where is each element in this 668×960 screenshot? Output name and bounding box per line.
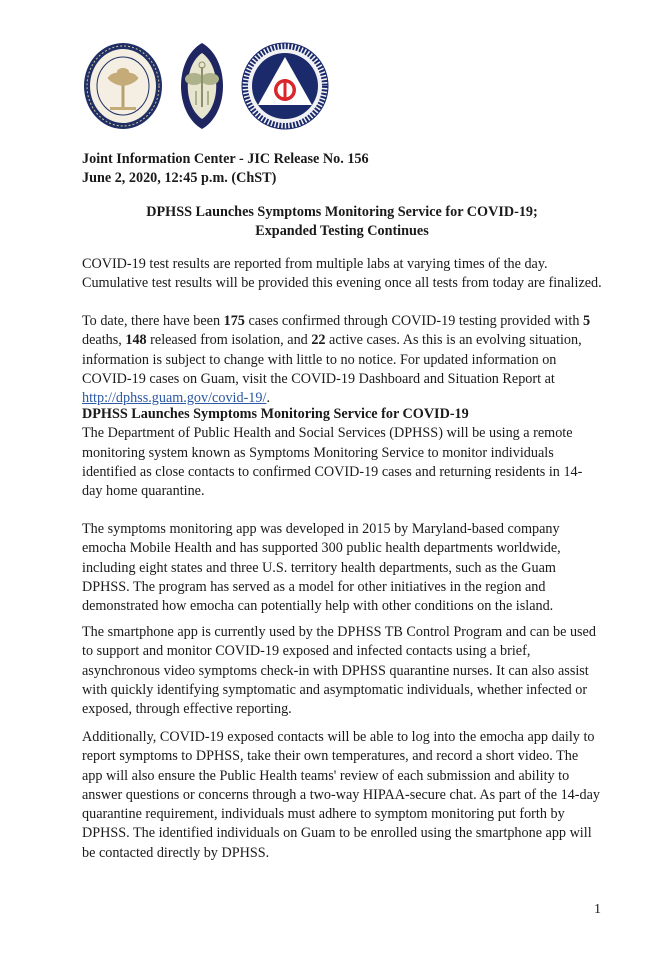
case-text: To date, there have been [82, 313, 224, 329]
case-text: deaths, [82, 332, 126, 349]
active-count: 22 [311, 332, 326, 349]
title-line-2: Expanded Testing Continues [255, 223, 429, 240]
section-paragraph-1: The Department of Public Health and Social Services (DPHSS) will be using a remote monitoring system known as Symptoms Monitoring Service to monitor individuals identified as close contacts to confirmed COVID-19 cases and returning residents in 14-day home quarantine. [82, 425, 583, 500]
deaths-count: 5 [582, 313, 591, 329]
section-paragraph-4: Additionally, COVID-19 exposed contacts will be able to log into the emocha app daily to report symptoms to DPHSS, take their own temperatures, and record a short video. The app will also ensure the Public Health teams' review of each submission and ability to answer questions or concerns through a two-way HIPAA-secure chat. As part of the 14-day quarantine requirement, individuals must adhere to symptom monitoring put forth by DPHSS. The identified individuals on Guam to be enrolled using the smartphone app will be contacted directly by DPHSS. [82, 729, 600, 861]
testing-note-paragraph: COVID-19 test results are reported from multiple labs at varying times of the day. Cumulative test results will be provided this evening once all tests from today are finalized. [82, 256, 602, 292]
case-text: active cases. As this is an evolving situation, information is subject to change with little to no notice. For updated information on COVID-19 cases on Guam, visit the COVID-19 Dashboard and Situation Report at [82, 332, 582, 387]
case-text: . [266, 390, 270, 407]
public-health-seal-logo [170, 41, 234, 131]
case-summary-paragraph [82, 312, 602, 408]
logo-row [82, 38, 330, 133]
release-date: June 2, 2020, 12:45 p.m. (ChST) [82, 170, 277, 187]
civil-defense-seal-logo [240, 41, 330, 131]
release-number: Joint Information Center - JIC Release No. 156 [82, 151, 369, 167]
released-count: 148 [125, 332, 147, 349]
section-heading: DPHSS Launches Symptoms Monitoring Service for COVID-19 [82, 406, 469, 422]
dashboard-link[interactable]: http://dphss.guam.gov/covid-19/ [82, 390, 267, 407]
page-number: 1 [594, 902, 601, 917]
release-header [82, 150, 602, 189]
title-line-1: DPHSS Launches Symptoms Monitoring Service for COVID-19; [146, 204, 538, 220]
section-paragraph-2: The symptoms monitoring app was developed in 2015 by Maryland-based company emocha Mobile Health and has supported 300 public health departments worldwide, including eight states and three U.S. territory health departments, such as the Guam DPHSS. The program has served as a model for other initiatives in the region and demonstrated how emocha can potentially help with other conditions on the island. [82, 521, 561, 615]
case-text: released from isolation, and [146, 332, 312, 349]
case-text: cases confirmed through COVID-19 testing provided with [244, 313, 583, 329]
confirmed-count: 175 [223, 313, 245, 329]
governors-seal-logo [82, 41, 164, 131]
document-title [82, 203, 602, 242]
section-paragraph-3: The smartphone app is currently used by the DPHSS TB Control Program and can be used to support and monitor COVID-19 exposed and infected contacts using a brief, asynchronous video symptoms check-in with DPHSS quarantine nurses. It can also assist with quickly identifying symptomatic and asymptomatic individuals, whether infected or exposed, through effective reporting. [82, 624, 596, 718]
monitoring-section [82, 405, 602, 501]
